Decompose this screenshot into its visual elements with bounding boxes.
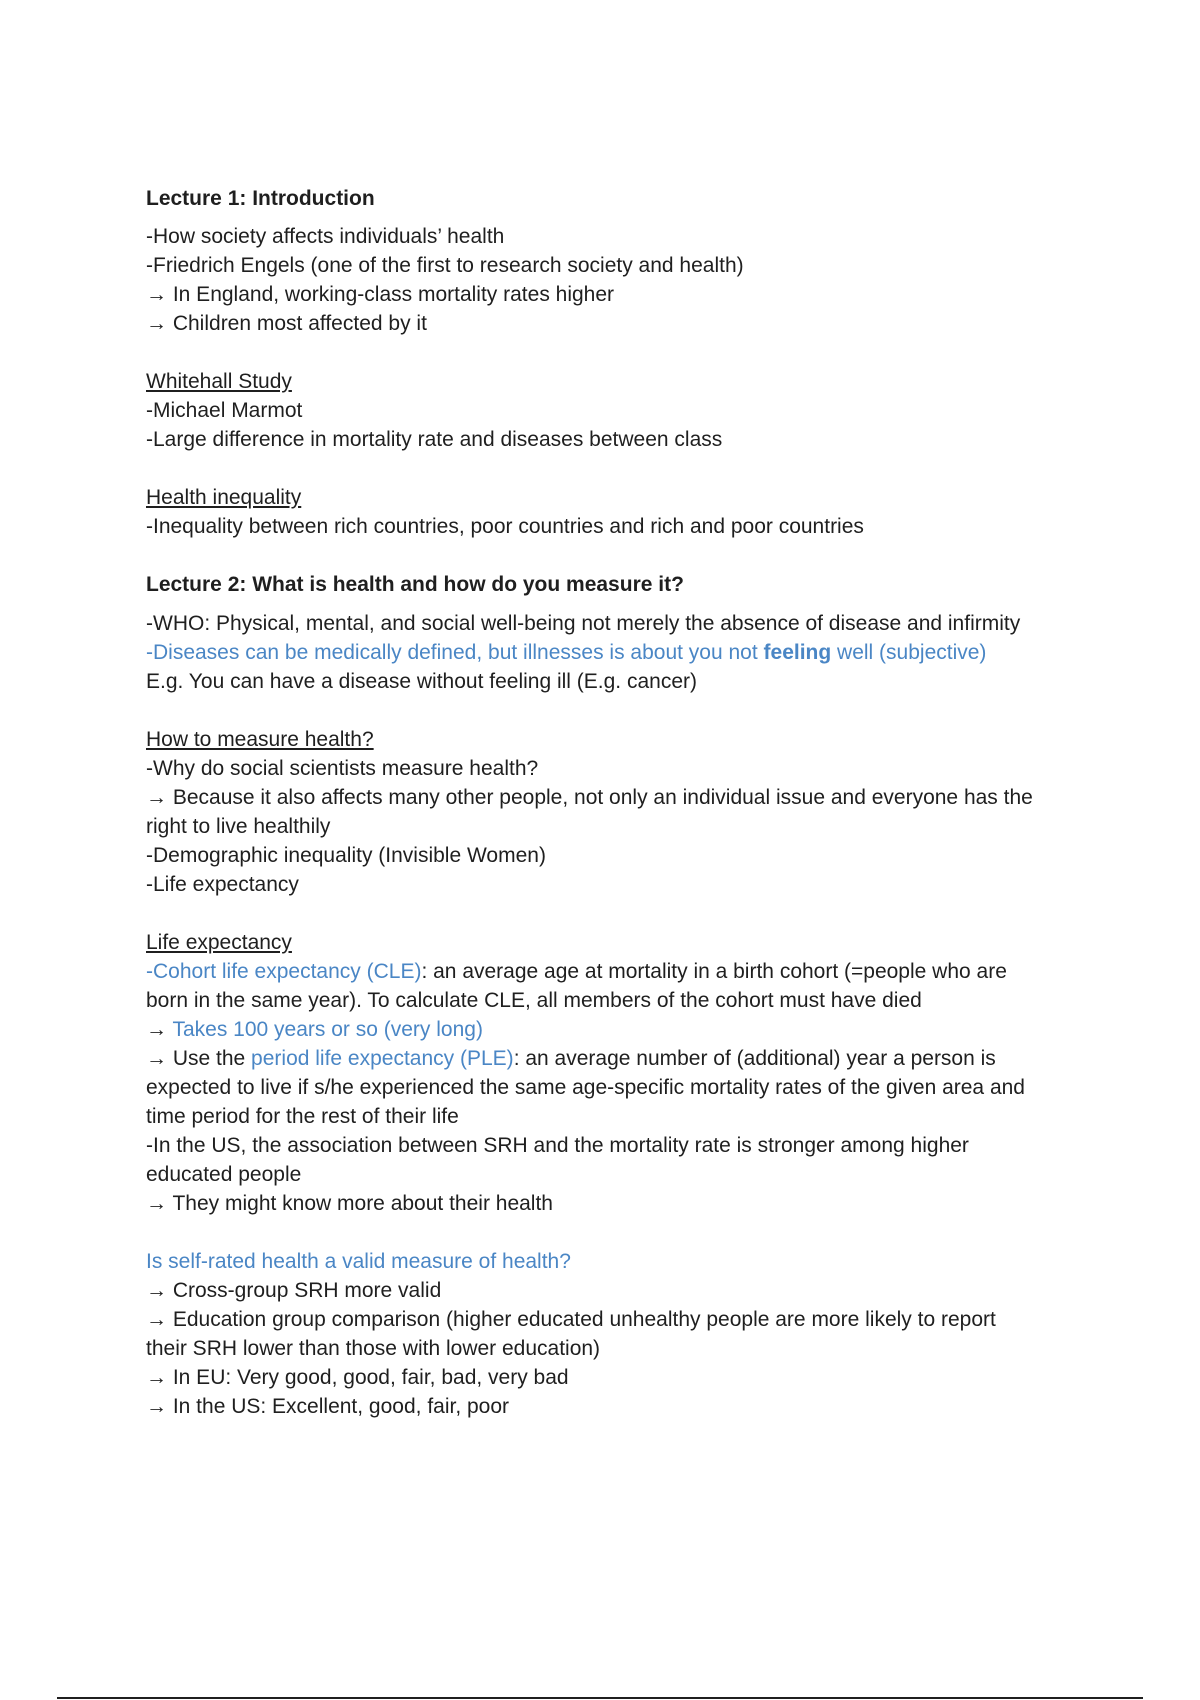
- spacer: [146, 1218, 1086, 1247]
- arrow: →: [146, 1018, 173, 1041]
- srh-line: → Education group comparison (higher educated unhealthy people are more likely to report: [146, 1308, 996, 1331]
- us-association-line-2: educated people: [146, 1163, 302, 1186]
- diseases-line: [146, 638, 1086, 667]
- us-association-line: -In the US, the association between SRH and the mortality rate is stronger among higher: [146, 1134, 969, 1157]
- measure-health-subheading: How to measure health?: [146, 728, 374, 751]
- ple-prefix: → Use the: [146, 1047, 252, 1070]
- measure-line: -Demographic inequality (Invisible Women): [146, 844, 546, 867]
- measure-line: -Life expectancy: [146, 873, 299, 896]
- takes-line: [146, 1015, 1086, 1044]
- lecture-1-line: -How society affects individuals’ health: [146, 225, 505, 248]
- lecture-1-line: → Children most affected by it: [146, 312, 427, 335]
- srh-line: → In the US: Excellent, good, fair, poor: [146, 1395, 510, 1418]
- spacer: [146, 899, 1086, 928]
- document-page: [146, 184, 1086, 1421]
- lecture-1-line: → In England, working-class mortality rates higher: [146, 283, 615, 306]
- cle-line-2: born in the same year). To calculate CLE, all members of the cohort must have died: [146, 989, 922, 1012]
- lecture-2-heading: Lecture 2: What is health and how do you measure it?: [146, 573, 684, 596]
- ple-line-3: time period for the rest of their life: [146, 1105, 459, 1128]
- page-bottom-rule: [57, 1697, 1143, 1699]
- diseases-text-part-2: well (subjective): [831, 641, 987, 664]
- whitehall-line: -Large difference in mortality rate and diseases between class: [146, 428, 723, 451]
- health-inequality-line: -Inequality between rich countries, poor countries and rich and poor countries: [146, 515, 864, 538]
- srh-line: their SRH lower than those with lower education): [146, 1337, 601, 1360]
- measure-line: -Why do social scientists measure health?: [146, 757, 539, 780]
- cle-line: [146, 957, 1086, 986]
- takes-text: Takes 100 years or so (very long): [172, 1018, 483, 1041]
- health-inequality-subheading: Health inequality: [146, 486, 302, 509]
- spacer: [146, 338, 1086, 367]
- srh-validity-subheading: Is self-rated health a valid measure of health?: [146, 1250, 571, 1273]
- know-more-line: → They might know more about their health: [146, 1192, 553, 1215]
- feeling-emphasis: feeling: [763, 641, 832, 664]
- life-expectancy-subheading: Life expectancy: [146, 931, 292, 954]
- measure-line: right to live healthily: [146, 815, 331, 838]
- lecture-1-heading: Lecture 1: Introduction: [146, 187, 375, 210]
- lecture-1-line: -Friedrich Engels (one of the first to research society and health): [146, 254, 744, 277]
- cle-prefix: -: [146, 960, 153, 983]
- spacer: [146, 454, 1086, 483]
- whitehall-line: -Michael Marmot: [146, 399, 303, 422]
- who-definition-line: -WHO: Physical, mental, and social well-being not merely the absence of disease and infirmity: [146, 612, 1021, 635]
- cle-definition: : an average age at mortality in a birth cohort (=people who are: [421, 960, 1007, 983]
- spacer: [146, 696, 1086, 725]
- cle-term: Cohort life expectancy (CLE): [153, 960, 422, 983]
- ple-term: period life expectancy (PLE): [251, 1047, 514, 1070]
- srh-line: → Cross-group SRH more valid: [146, 1279, 442, 1302]
- measure-line: → Because it also affects many other people, not only an individual issue and everyone has the: [146, 786, 1033, 809]
- srh-line: → In EU: Very good, good, fair, bad, very bad: [146, 1366, 569, 1389]
- example-line: E.g. You can have a disease without feeling ill (E.g. cancer): [146, 670, 698, 693]
- diseases-text-part-1: -Diseases can be medically defined, but illnesses is about you not: [146, 641, 764, 664]
- ple-line: [146, 1044, 1086, 1073]
- ple-definition: : an average number of (additional) year a person is: [513, 1047, 996, 1070]
- whitehall-study-subheading: Whitehall Study: [146, 370, 292, 393]
- ple-line-2: expected to live if s/he experienced the same age-specific mortality rates of the given area and: [146, 1076, 1025, 1099]
